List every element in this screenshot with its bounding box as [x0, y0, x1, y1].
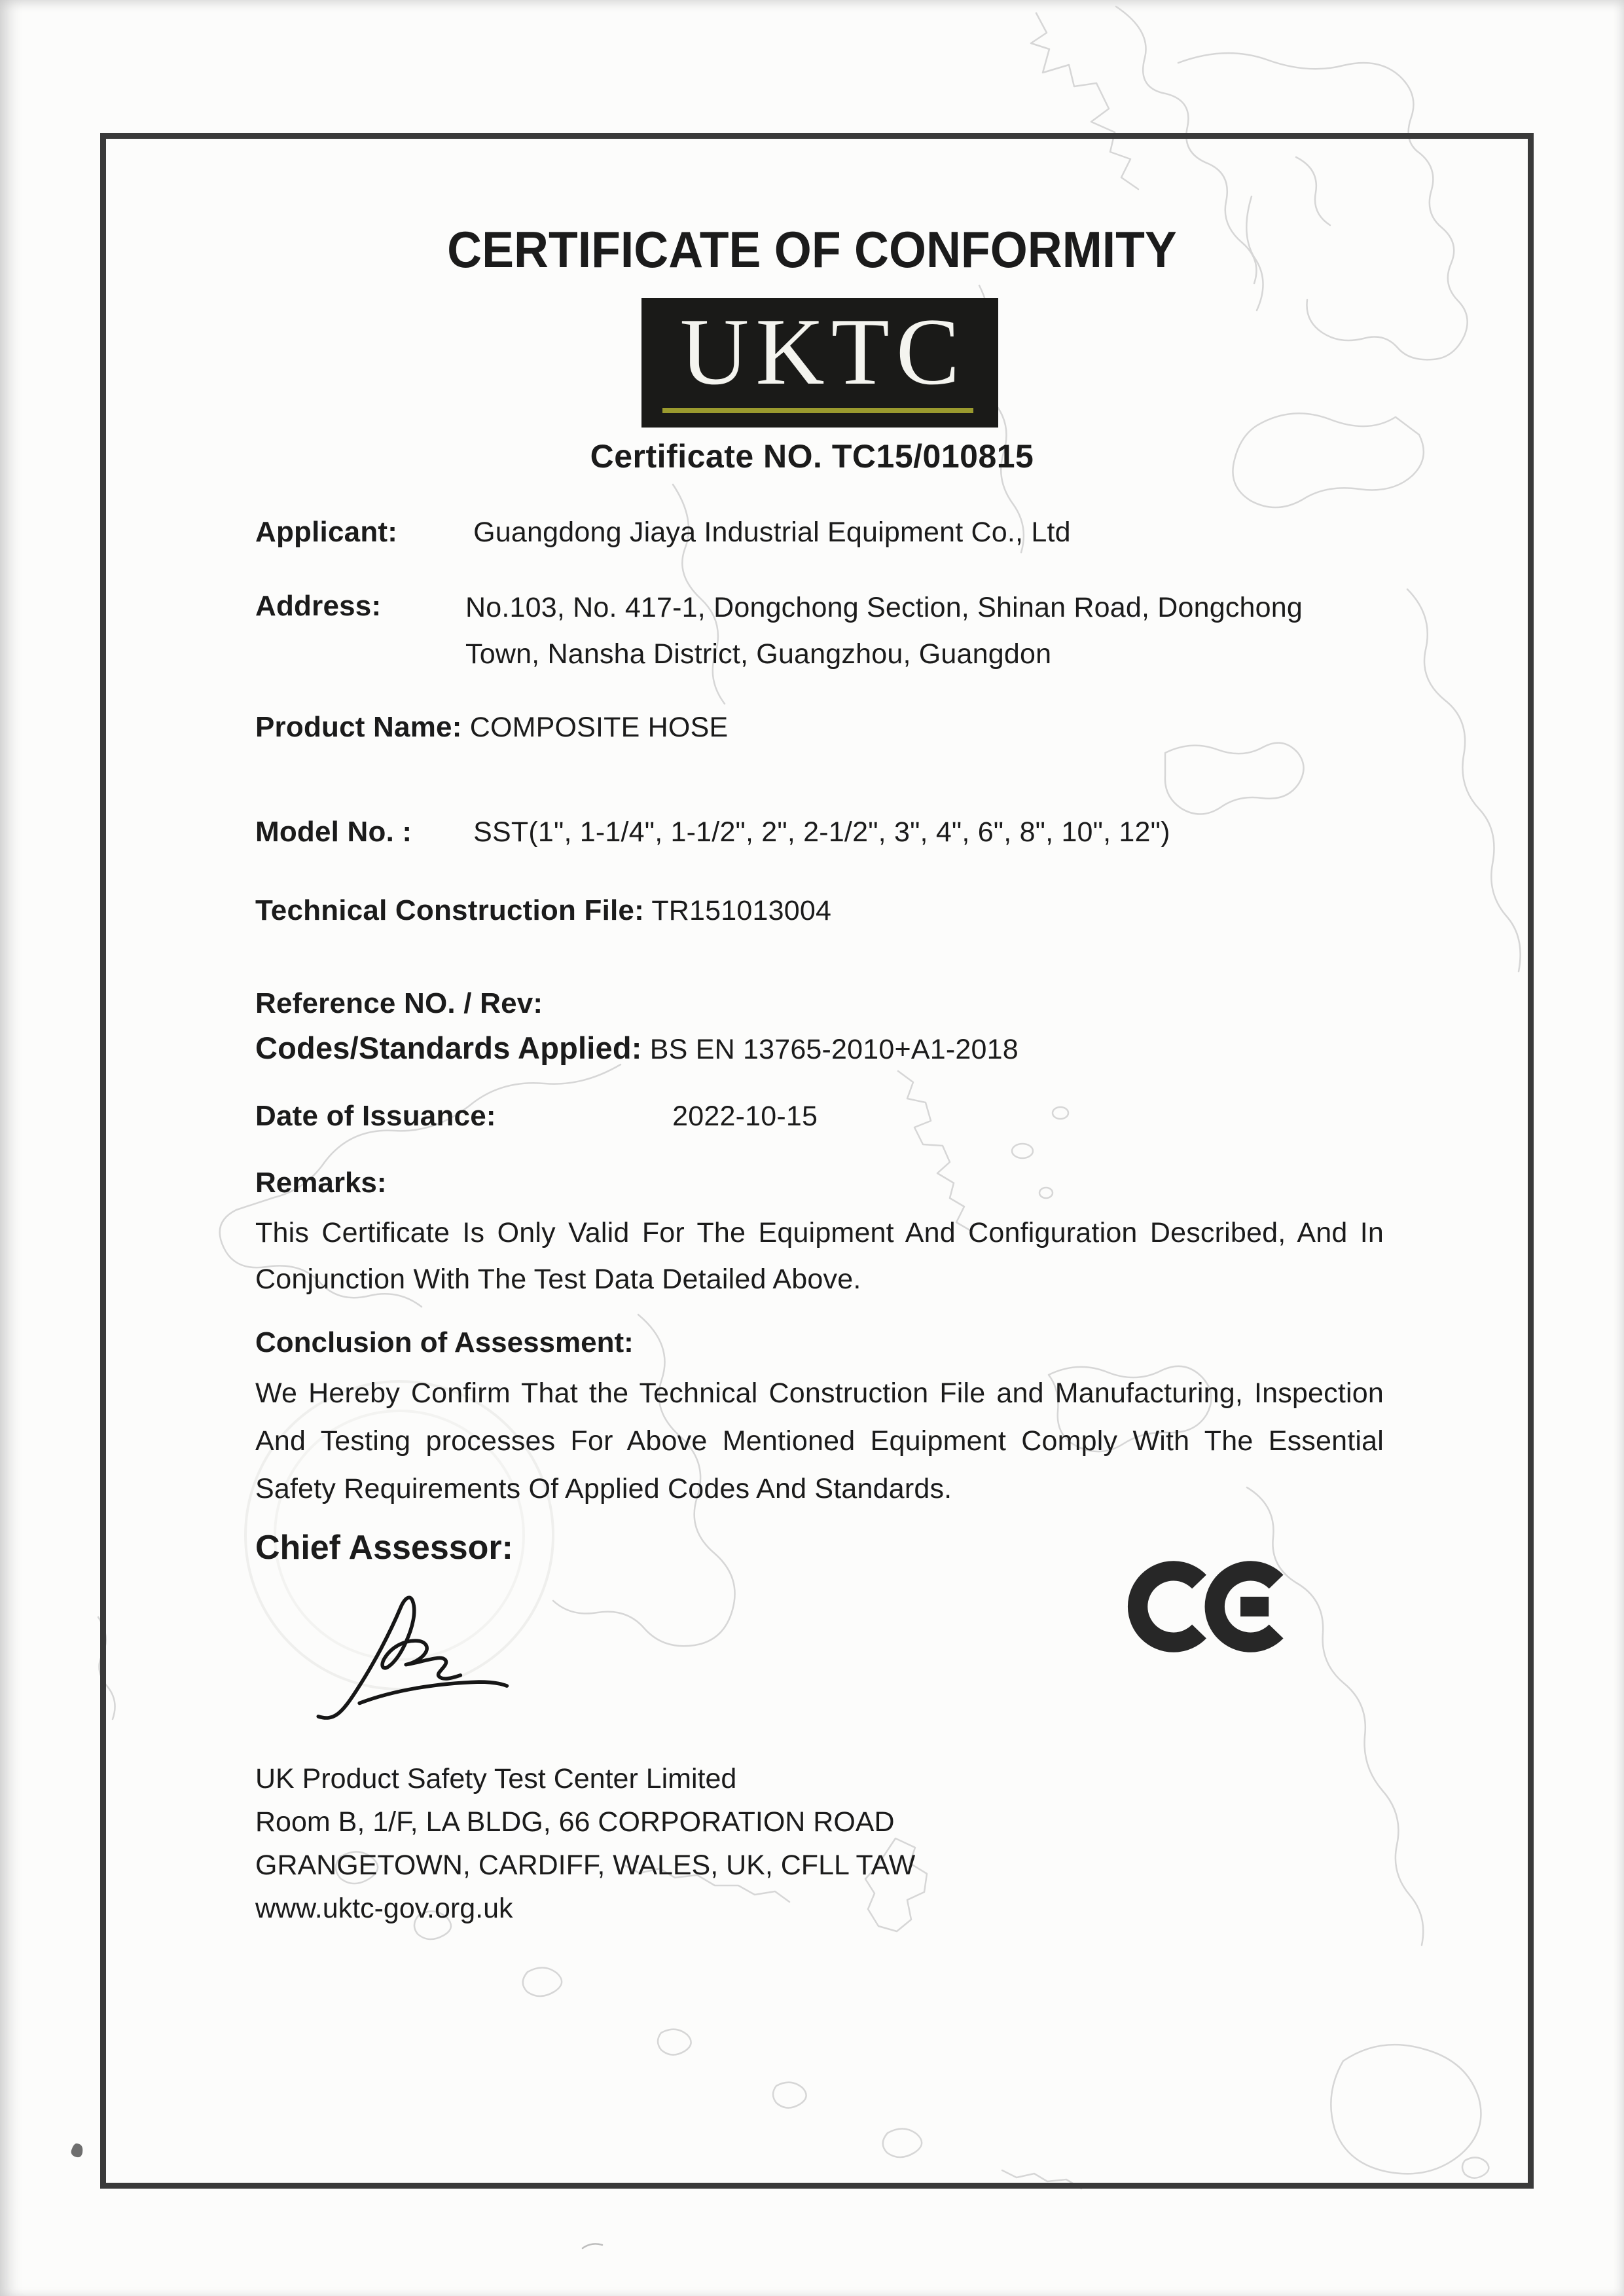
codes-standards-value: BS EN 13765-2010+A1-2018: [649, 1034, 1019, 1065]
uktc-logo-underline: [662, 408, 973, 413]
product-name-row: [255, 706, 728, 749]
technical-construction-file-label: Technical Construction File:: [255, 894, 644, 926]
codes-standards-label: Codes/Standards Applied:: [255, 1030, 642, 1065]
product-name-value: COMPOSITE HOSE: [469, 712, 729, 743]
certificate-title: CERTIFICATE OF CONFORMITY: [447, 221, 1177, 278]
issuer-block: [255, 1757, 915, 1930]
address-line-1: No.103, No. 417-1, Dongchong Section, Shinan Road, Dongchong: [465, 592, 1303, 623]
chief-assessor-signature: [308, 1584, 533, 1732]
technical-construction-file-row: [255, 889, 831, 932]
model-no-value: SST(1", 1-1/4", 1-1/2", 2", 2-1/2", 3", 4", 6", 8", 10", 12"): [473, 816, 1170, 848]
remarks-heading: Remarks:: [255, 1167, 387, 1199]
model-no-label: Model No. :: [255, 816, 412, 848]
uktc-logo-text: UKTC: [679, 299, 967, 405]
product-name-label: Product Name:: [255, 711, 462, 743]
certificate-number-label: Certificate NO.: [590, 438, 823, 475]
reference-row: [255, 982, 543, 1025]
certificate-number-line: [0, 437, 1624, 475]
remarks-line-1: This Certificate Is Only Valid For The Equipment And Configuration Described, And In: [255, 1217, 1384, 1248]
remarks-paragraph: [255, 1210, 1384, 1303]
issuer-address-line-2: GRANGETOWN, CARDIFF, WALES, UK, CFLL TAW: [255, 1850, 916, 1881]
chief-assessor-label: Chief Assessor:: [255, 1529, 513, 1567]
codes-standards-row: [255, 1025, 1019, 1072]
date-of-issuance-value: 2022-10-15: [672, 1101, 818, 1132]
address-value: [465, 585, 1303, 678]
ce-mark-icon: [1127, 1545, 1296, 1668]
conclusion-heading: Conclusion of Assessment:: [255, 1326, 634, 1358]
issuer-name: UK Product Safety Test Center Limited: [255, 1763, 737, 1795]
map-outline: [583, 2244, 602, 2248]
issuer-website: www.uktc-gov.org.uk: [255, 1893, 513, 1924]
applicant-row: [255, 511, 1071, 554]
date-of-issuance-label: Date of Issuance:: [255, 1100, 496, 1132]
address-line-2: Town, Nansha District, Guangzhou, Guangdon: [465, 638, 1052, 670]
technical-construction-file-value: TR151013004: [651, 895, 832, 926]
address-label: Address:: [255, 590, 382, 622]
conclusion-line-3: Safety Requirements Of Applied Codes And Standards.: [255, 1473, 952, 1504]
remarks-line-2: Conjunction With The Test Data Detailed Above.: [255, 1264, 861, 1295]
uktc-logo: [641, 298, 998, 428]
conclusion-line-1: We Hereby Confirm That the Technical Construction File and Manufacturing, Inspection: [255, 1377, 1384, 1409]
issuer-address-line-1: Room B, 1/F, LA BLDG, 66 CORPORATION ROAD: [255, 1806, 895, 1838]
scan-speck: [71, 2143, 83, 2157]
reference-label: Reference NO. / Rev:: [255, 987, 543, 1019]
conclusion-line-2: And Testing processes For Above Mentioned Equipment Comply With The Essential: [255, 1425, 1384, 1457]
address-row: [255, 585, 1303, 678]
model-no-row: [255, 811, 1170, 854]
applicant-value: Guangdong Jiaya Industrial Equipment Co., Ltd: [473, 517, 1071, 548]
conclusion-paragraph: [255, 1370, 1384, 1513]
applicant-label: Applicant:: [255, 516, 398, 548]
date-of-issuance-row: [255, 1095, 818, 1138]
certificate-number-value: TC15/010815: [831, 438, 1034, 475]
